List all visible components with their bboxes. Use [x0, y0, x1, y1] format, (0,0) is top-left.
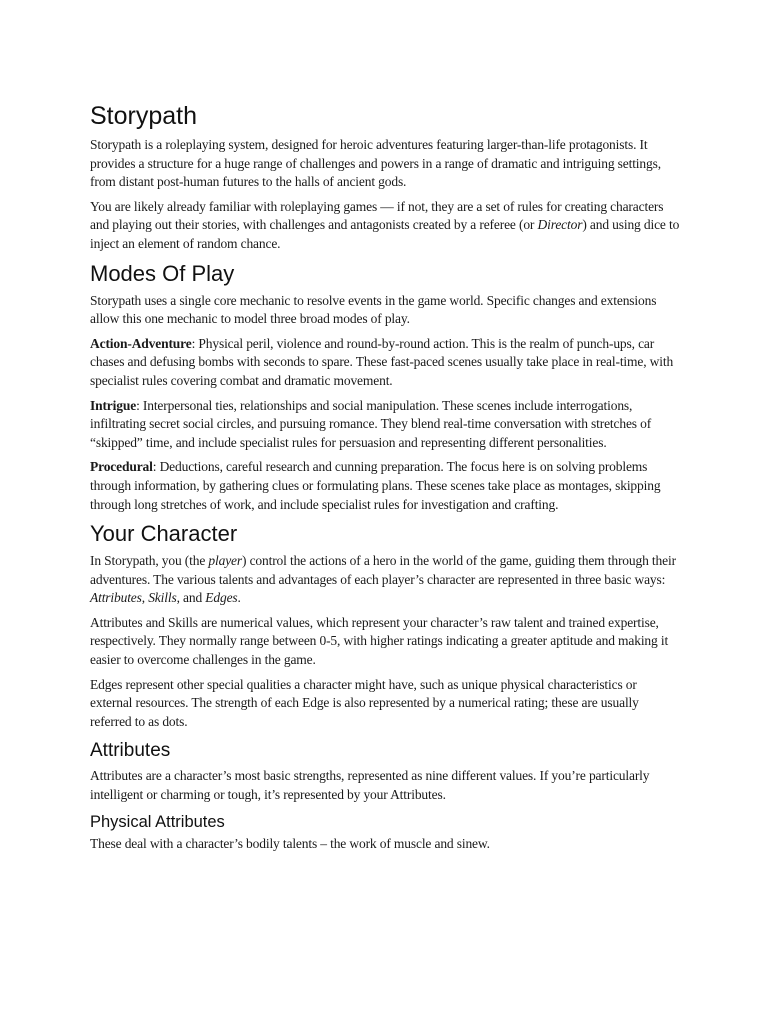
mode-action-adventure: Action-Adventure: Physical peril, violence and round-by-round action. This is the realm of punch-ups, car chases and defusing bombs with seconds to spare. These fast-paced scenes usually take place in real-time, with specialist rules covering combat and dramatic movement.	[90, 335, 674, 388]
intro-paragraph-2: You are likely already familiar with roleplaying games — if not, they are a set of rules for creating characters and playing out their stories, with challenges and antagonists created by a referee (or Director) and using dice to inject an element of random chance.	[90, 198, 680, 251]
page-title: Storypath	[90, 102, 198, 130]
section-heading-attributes: Attributes	[90, 740, 171, 762]
mode-term: Procedural	[90, 459, 153, 475]
intro-paragraph: Storypath is a roleplaying system, designed for heroic adventures featuring larger-than-life protagonists. It provides a structure for a huge range of challenges and powers in a range of dramatic and intriguing settings, from distant post-human futures to the halls of ancient gods.	[90, 137, 661, 190]
mode-term: Action-Adventure	[90, 335, 192, 351]
section-heading-physical-attributes: Physical Attributes	[90, 812, 225, 831]
character-paragraph-3: Edges represent other special qualities a character might have, such as unique physical characteristics or external resources. The strength of each Edge is also represented by a numerical rating; these are usually referred to as dots.	[90, 676, 639, 729]
attributes-paragraph: Attributes are a character’s most basic strengths, represented as nine different values. If you’re particularly intelligent or charming or tough, it’s represented by your Attributes.	[90, 768, 650, 803]
character-paragraph-2: Attributes and Skills are numerical values, which represent your character’s raw talent and trained expertise, respectively. They normally range between 0-5, with higher ratings indicating a greater aptitude and making it easier to overcome challenges in the game.	[90, 614, 669, 668]
modes-intro-paragraph: Storypath uses a single core mechanic to resolve events in the game world. Specific changes and extensions allow this one mechanic to model three broad modes of play.	[90, 292, 657, 327]
character-paragraph-1: In Storypath, you (the player) control the actions of a hero in the world of the game, guiding them through their adventures. The various talents and advantages of each player’s character are represented in three basic ways: Attributes, Skills, and Edges.	[90, 553, 676, 606]
physical-attributes-paragraph: These deal with a character’s bodily talents – the work of muscle and sinew.	[90, 835, 490, 851]
section-heading-character: Your Character	[90, 521, 238, 547]
section-heading-modes: Modes Of Play	[90, 260, 235, 286]
mode-procedural: Procedural: Deductions, careful research and cunning preparation. The focus here is on solving problems through information, by gathering clues or formulating plans. These scenes take place as montages, skipping through long stretches of work, and include specialist rules for investigation and crafting.	[90, 459, 661, 512]
mode-term: Intrigue	[90, 397, 137, 413]
mode-intrigue: Intrigue: Interpersonal ties, relationships and social manipulation. These scenes include interrogations, infiltrating secret social circles, and pursuing romance. They blend real-time conversation with stretches of “skipped” time, and include specialist rules for persuasion and representing different personalities.	[90, 397, 652, 450]
document-page	[90, 100, 682, 859]
director-term: Director	[537, 217, 583, 233]
